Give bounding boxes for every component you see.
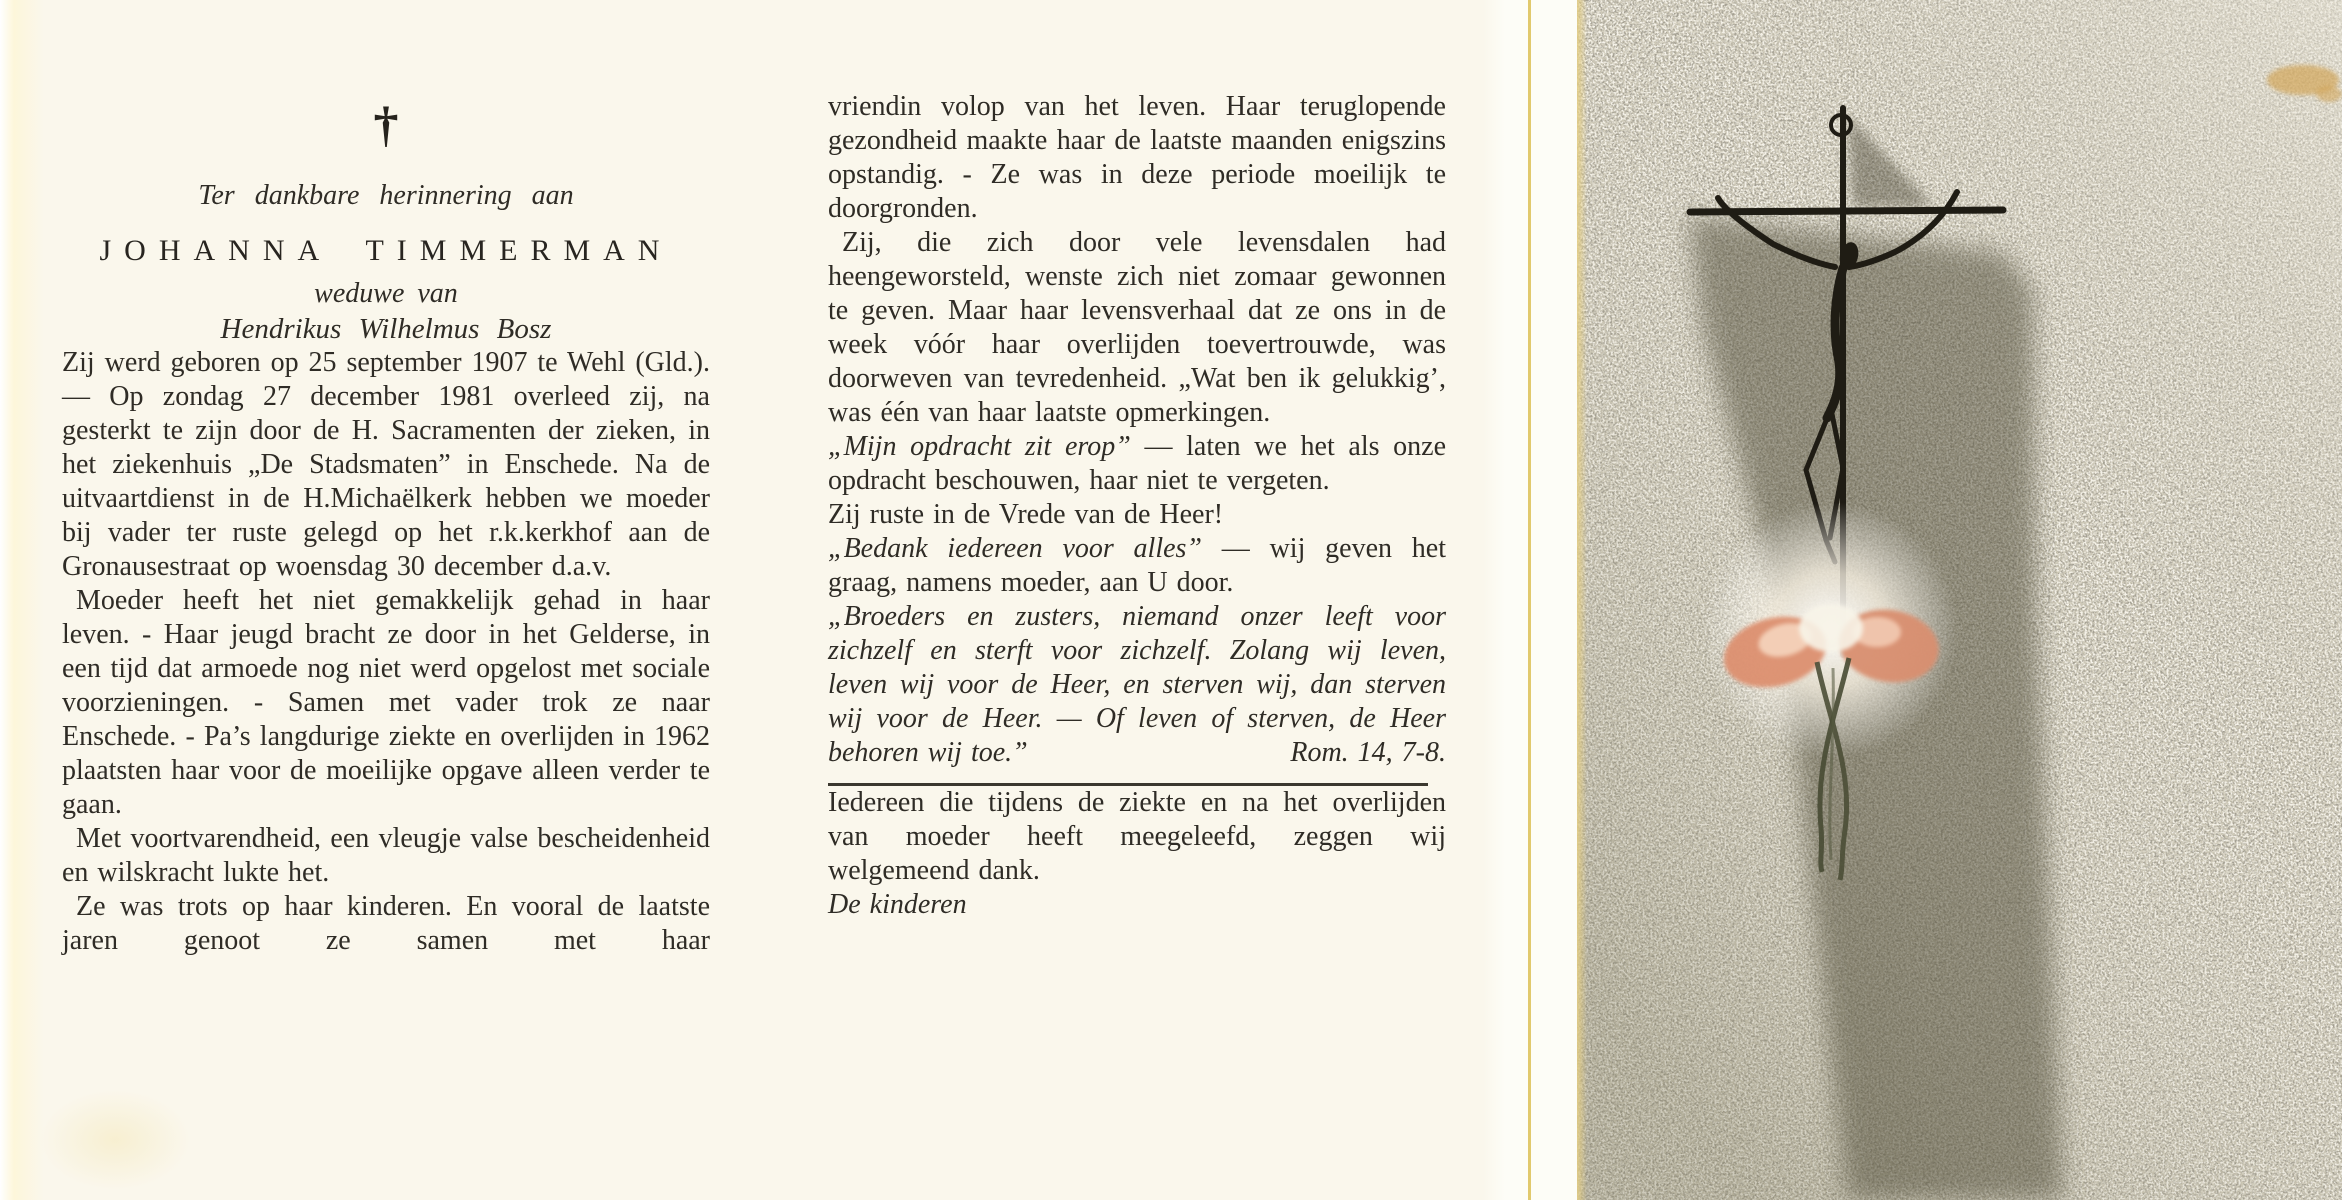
paragraph-lifestory: Zij, die zich door vele levensdalen had heengeworsteld, wenste zich niet zomaar gewonnen te geven. Maar haar levensverhaal dat ze ons in de week vóór haar overlijden toevertrouwde, was doorweven van tevredenheid. „Wat ben ik gelukkig’, was één van haar laatste opmerkingen. [828,227,1446,428]
card-fold-gap [1483,0,1577,1200]
bible-reference: Rom. 14, 7-8. [1290,737,1446,768]
mission-quote-italic: „Mijn opdracht zit erop” [828,431,1131,462]
bouquet-wrap [1799,604,1863,652]
crucifix-crossbar [1690,210,2003,212]
paragraph-friend: vriendin volop van het leven. Haar teruglopende gezondheid maakte haar de laatste maanden enigszins opstandig. - Ze was in deze periode moeilijk te doorgronden. [828,91,1446,224]
signature-children: De kinderen [828,889,967,920]
photo-left-edge [1577,0,1587,1200]
paragraph-birth-death: Zij werd geboren op 25 september 1907 te Wehl (Gld.). — Op zondag 27 december 1981 overleed zij, na gesterkt te zijn door de H. Sacramenten der zieken, in het ziekenhuis „De Stadsmaten” in Enschede. Na de uitvaartdienst in de H.Michaëlkerk hebben we moeder bij vader ter ruste gelegd op het r.k.kerkhof aan de Gronausestraat op woensdag 30 december d.a.v. [62,347,710,582]
bible-quote-text: „Broeders en zusters, niemand onzer leeft voor zichzelf en sterft voor zichzelf. Zolang wij leven, leven wij voor de Heer, en sterven wij, dan sterven wij voor de Heer. — Of leven of sterven, de Heer behoren wij toe.” [828,601,1446,768]
deceased-name: JOHANNA TIMMERMAN [99,234,673,267]
mission-quote-rest: — laten we het als onze opdracht beschouwen, haar niet te vergeten. [828,431,1446,496]
husband-name: Hendrikus Wilhelmus Bosz [220,313,552,345]
middle-column [828,90,1446,922]
paragraph-children: Ze was trots op haar kinderen. En vooral de laatste jaren genoot ze samen met haar [62,891,710,956]
paragraph-willpower: Met voortvarendheid, een vleugje valse bescheidenheid en wilskracht lukte het. [62,823,710,888]
fold-line [1528,0,1531,1200]
rest-in-peace-line: Zij ruste in de Vrede van de Heer! [828,499,1224,530]
memorial-intro: Ter dankbare herinnering aan [198,180,574,211]
paragraph-life: Moeder heeft het niet gemakkelijk gehad in haar leven. - Haar jeugd bracht ze door in het Gelderse, in een tijd dat armoede nog niet werd opgelost met sociale voorzieningen. - Samen met vader trok ze naar Enschede. - Pa’s langdurige ziekte en overlijden in 1962 plaatsten haar voor de moeilijke opgave alleen verder te gaan. [62,585,710,820]
thanks-quote-italic: „Bedank iedereen voor alles” [828,533,1203,564]
cross-icon: † [373,96,399,152]
paragraph-mission-quote [828,430,1446,498]
paper-smudge [40,1090,190,1190]
left-column [62,96,710,958]
thanks-quote-rest: — wij geven het graag, namens moeder, aan U door. [828,533,1446,598]
crucifix-photo-graphic [1577,0,2342,1200]
paragraph-gratitude: Iedereen die tijdens de ziekte en na het overlijden van moeder heeft meegeleefd, zeggen wij welgemeend dank. [828,787,1446,886]
paper-left-edge [0,0,44,1200]
relation-line: weduwe van [314,278,458,309]
memorial-photo [1577,0,2342,1200]
bible-quote [828,600,1446,770]
paragraph-thanks-quote [828,532,1446,600]
